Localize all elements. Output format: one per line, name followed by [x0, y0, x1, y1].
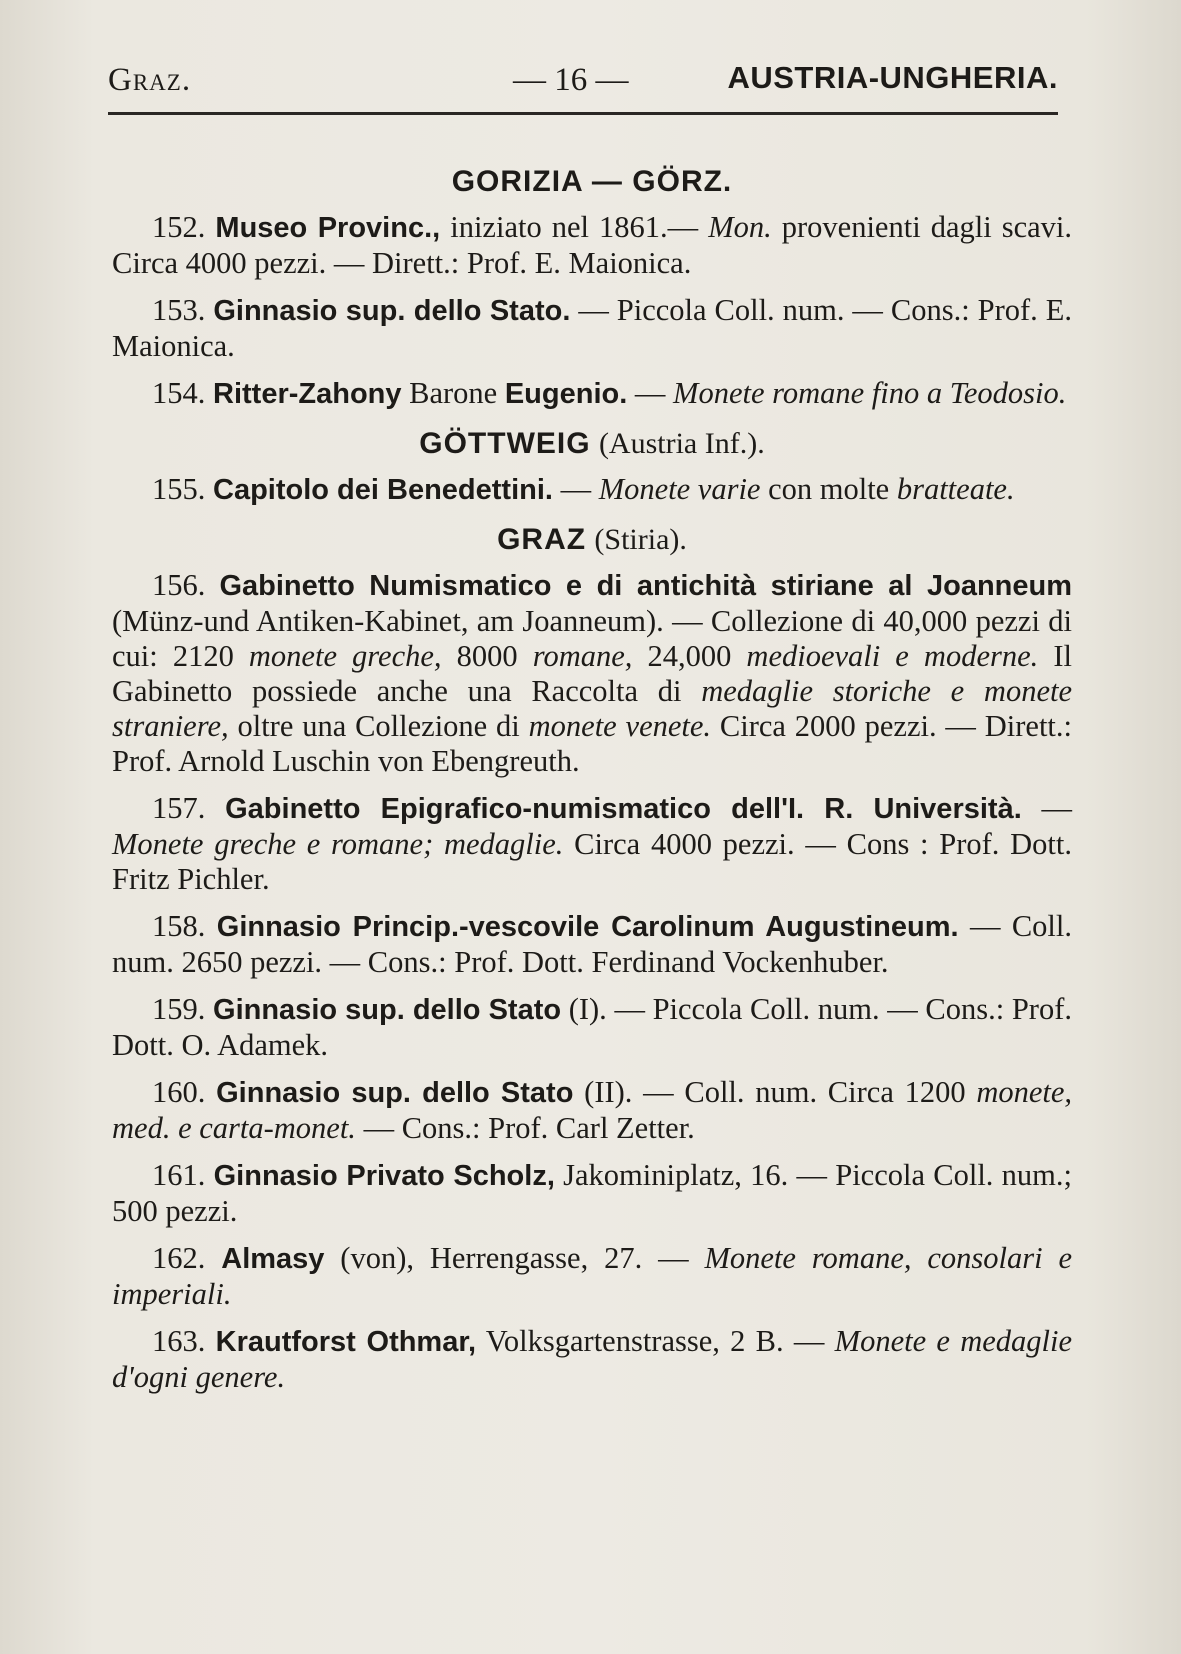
entry	[112, 992, 1072, 1063]
entry-text: Circa 2000 pezzi. — Dirett.: Prof. Arnold Luschin von Ebengreuth.	[112, 709, 1073, 778]
entry-number: 153.	[152, 293, 206, 327]
entry-italic: Monete varie	[598, 472, 761, 506]
entry-name: Almasy	[221, 1243, 325, 1275]
entry	[112, 1158, 1072, 1229]
entry-italic: Monete e medaglie d'ogni genere.	[112, 1324, 1072, 1394]
entry-name: Ritter-Zahony	[213, 378, 402, 410]
header-country: AUSTRIA-UNGHERIA.	[727, 60, 1058, 95]
entry-italic: romane,	[532, 639, 633, 673]
entry	[112, 376, 1072, 412]
entry	[112, 909, 1072, 980]
section-heading	[112, 162, 1072, 202]
entry	[112, 568, 1072, 779]
entry-name: Ginnasio sup. dello Stato.	[213, 295, 571, 327]
entry-italic: monete, med. e carta-monet.	[112, 1075, 1073, 1145]
page-number: — 16 —	[513, 62, 629, 98]
page-body	[112, 150, 1072, 1407]
entry-name: Eugenio.	[504, 378, 628, 410]
section-title: GORIZIA — GÖRZ.	[451, 165, 733, 198]
entry-name: Museo Provinc.,	[215, 212, 441, 244]
entry-text: (I). — Piccola Coll. num. — Cons.: Prof. Dott. O. Adamek.	[112, 992, 1072, 1062]
entry-text: con molte	[760, 472, 897, 506]
entry-number: 160.	[152, 1075, 206, 1109]
entry-text: Jakominiplatz, 16. — Piccola Coll. num.; 500 pezzi.	[112, 1158, 1072, 1228]
entry-text: — Piccola Coll. num. — Cons.: Prof. E. Maionica.	[112, 293, 1072, 363]
header-rule	[108, 112, 1058, 115]
entry-name: Ginnasio Princip.-vescovile Carolinum Augustineum.	[216, 911, 959, 943]
section-heading	[112, 520, 1072, 560]
entry-text: Barone	[401, 376, 505, 410]
entry-text: Circa 4000 pezzi. — Cons : Prof. Dott. Fritz Pichler.	[112, 827, 1072, 896]
entry-text: Il Gabinetto possiede anche una Raccolta di	[112, 639, 1072, 708]
entry-number: 155.	[152, 472, 206, 506]
entry-name: Ginnasio sup. dello Stato	[213, 994, 562, 1026]
entry-text: 8000	[441, 639, 533, 673]
entry	[112, 210, 1072, 281]
section-subtitle: (Stiria).	[594, 523, 687, 556]
entry-italic: monete greche,	[248, 639, 442, 673]
entry	[112, 472, 1072, 508]
section-title: GÖTTWEIG	[419, 427, 591, 460]
entry-name: Gabinetto Epigrafico-numismatico dell'I. R. Università.	[225, 793, 1022, 825]
entry-italic: medioevali e moderne.	[746, 639, 1039, 673]
entry-number: 156.	[152, 568, 206, 602]
entry-text: (Münz-und Antiken-Kabinet, am Joanneum). — Collezione di 40,000 pezzi di cui: 2120	[112, 604, 1072, 673]
entry-number: 162.	[152, 1241, 206, 1275]
entry-italic: medaglie storiche e monete straniere,	[112, 674, 1073, 743]
entry-italic: Monete romane fino a Teodosio.	[673, 376, 1067, 410]
entry-text: — Cons.: Prof. Carl Zetter.	[355, 1111, 695, 1145]
header-city: Graz.	[108, 62, 192, 98]
entry-italic: Monete greche e romane; medaglie.	[112, 827, 564, 861]
entry	[112, 1241, 1072, 1312]
entry-text: (von), Herrengasse, 27. —	[324, 1241, 705, 1275]
entry-text: provenienti dagli scavi. Circa 4000 pezzi. — Dirett.: Prof. E. Maionica.	[112, 210, 1073, 280]
entry-number: 158.	[152, 909, 206, 943]
entry-number: 152.	[152, 210, 206, 244]
section-title: GRAZ	[497, 523, 587, 556]
section-heading	[112, 424, 1072, 464]
entry	[112, 791, 1072, 897]
entry-text: oltre una Collezione di	[228, 709, 529, 743]
entry-italic: monete venete.	[528, 709, 712, 743]
entry-text: iniziato nel 1861.—	[440, 210, 709, 244]
entry-name: Ginnasio Privato Scholz,	[213, 1160, 555, 1192]
entry-number: 157.	[152, 791, 206, 825]
entry-name: Krautforst Othmar,	[215, 1326, 477, 1358]
entry-italic: Mon.	[708, 210, 772, 244]
entry-text: 24,000	[632, 639, 747, 673]
entry-number: 163.	[152, 1324, 206, 1358]
entry-number: 159.	[152, 992, 206, 1026]
entry-name: Capitolo dei Benedettini.	[213, 474, 553, 506]
entry-italic: Monete romane, consolari e imperiali.	[112, 1241, 1072, 1311]
entry	[112, 1075, 1072, 1146]
entry-number: 154.	[152, 376, 206, 410]
entry-text: (II). — Coll. num. Circa 1200	[573, 1075, 977, 1109]
running-header	[108, 52, 1058, 104]
entry-text: Volksgartenstrasse, 2 B. —	[476, 1324, 835, 1358]
entry-text: —	[627, 376, 674, 410]
entry-name: Ginnasio sup. dello Stato	[216, 1077, 574, 1109]
entry-text: — Coll. num. 2650 pezzi. — Cons.: Prof. Dott. Ferdinand Vockenhuber.	[112, 909, 1072, 979]
entry-text: —	[1021, 791, 1073, 825]
entry-text: —	[552, 472, 599, 506]
entry	[112, 1324, 1072, 1395]
entry-number: 161.	[152, 1158, 206, 1192]
entry-italic: bratteate.	[896, 472, 1015, 506]
section-subtitle: (Austria Inf.).	[598, 427, 765, 460]
entry	[112, 293, 1072, 364]
entry-name: Gabinetto Numismatico e di antichità stiriane al Joanneum	[219, 570, 1073, 602]
